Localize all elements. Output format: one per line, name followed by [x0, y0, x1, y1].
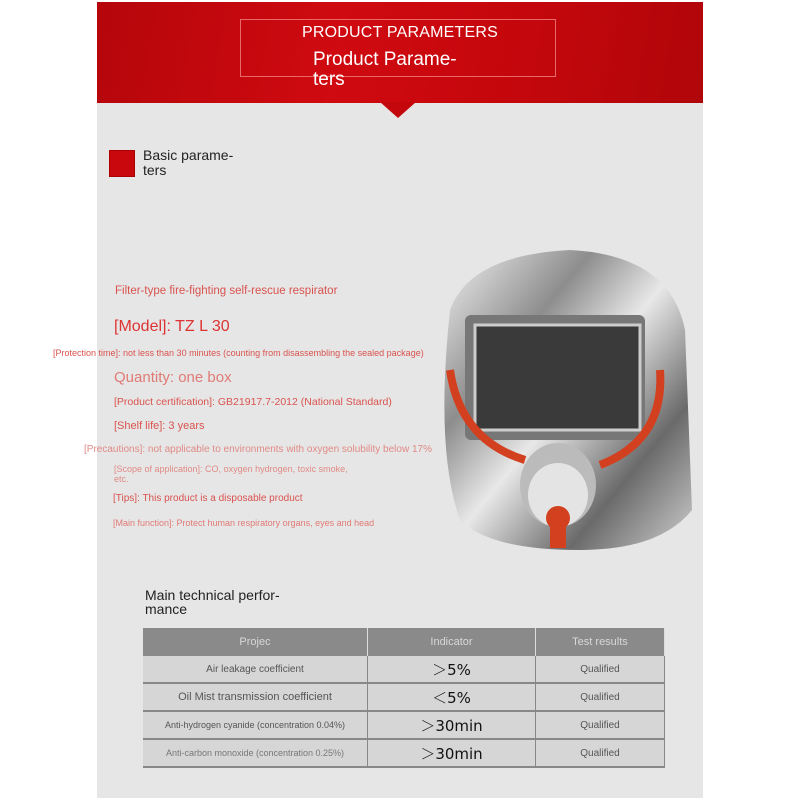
protection-time: [Protection time]: not less than 30 minutes (counting from disassembling the sealed package)	[53, 348, 424, 358]
scope: [Scope of application]: CO, oxygen hydrogen, toxic smoke, etc.	[114, 464, 348, 484]
cell-project: Oil Mist transmission coefficient	[143, 683, 368, 711]
quantity: Quantity: one box	[114, 369, 232, 386]
section-title: Basic parame- ters	[143, 147, 234, 178]
cell-project: Anti-carbon monoxide (concentration 0.25%)	[143, 739, 368, 767]
column-header: Projec	[143, 628, 368, 656]
table-row	[143, 711, 665, 739]
cell-indicator: ＞30min	[368, 739, 536, 767]
header-banner	[97, 2, 703, 103]
cell-result: Qualified	[536, 739, 665, 767]
main-function: [Main function]: Protect human respiratory organs, eyes and head	[113, 518, 375, 528]
precautions: [Precautions]: not applicable to environments with oxygen solubility below 17%	[84, 444, 432, 455]
cell-result: Qualified	[536, 656, 665, 683]
cell-indicator: ＞5%	[368, 656, 536, 683]
certification: [Product certification]: GB21917.7-2012 (National Standard)	[114, 396, 392, 408]
cell-indicator: ＜5%	[368, 683, 536, 711]
performance-title: Main technical perfor- mance	[145, 587, 280, 617]
column-header: Indicator	[368, 628, 536, 656]
model: [Model]: TZ L 30	[114, 318, 230, 335]
page-subtitle: Product Parame- ters	[313, 49, 457, 90]
respirator-image	[430, 250, 700, 560]
section-marker	[109, 150, 135, 177]
cell-indicator: ＞30min	[368, 711, 536, 739]
cell-project: Anti-hydrogen cyanide (concentration 0.04%)	[143, 711, 368, 739]
page-title: PRODUCT PARAMETERS	[302, 24, 498, 41]
shelf-life: [Shelf life]: 3 years	[114, 420, 205, 432]
column-header: Test results	[536, 628, 665, 656]
tips: [Tips]: This product is a disposable product	[113, 493, 303, 504]
cell-project: Air leakage coefficient	[143, 656, 368, 683]
product-name: Filter-type fire-fighting self-rescue respirator	[115, 285, 338, 297]
cell-result: Qualified	[536, 711, 665, 739]
cell-result: Qualified	[536, 683, 665, 711]
table-row	[143, 656, 665, 683]
header-notch	[380, 102, 416, 118]
table-row	[143, 683, 665, 711]
performance-table	[143, 628, 665, 768]
table-row	[143, 739, 665, 767]
